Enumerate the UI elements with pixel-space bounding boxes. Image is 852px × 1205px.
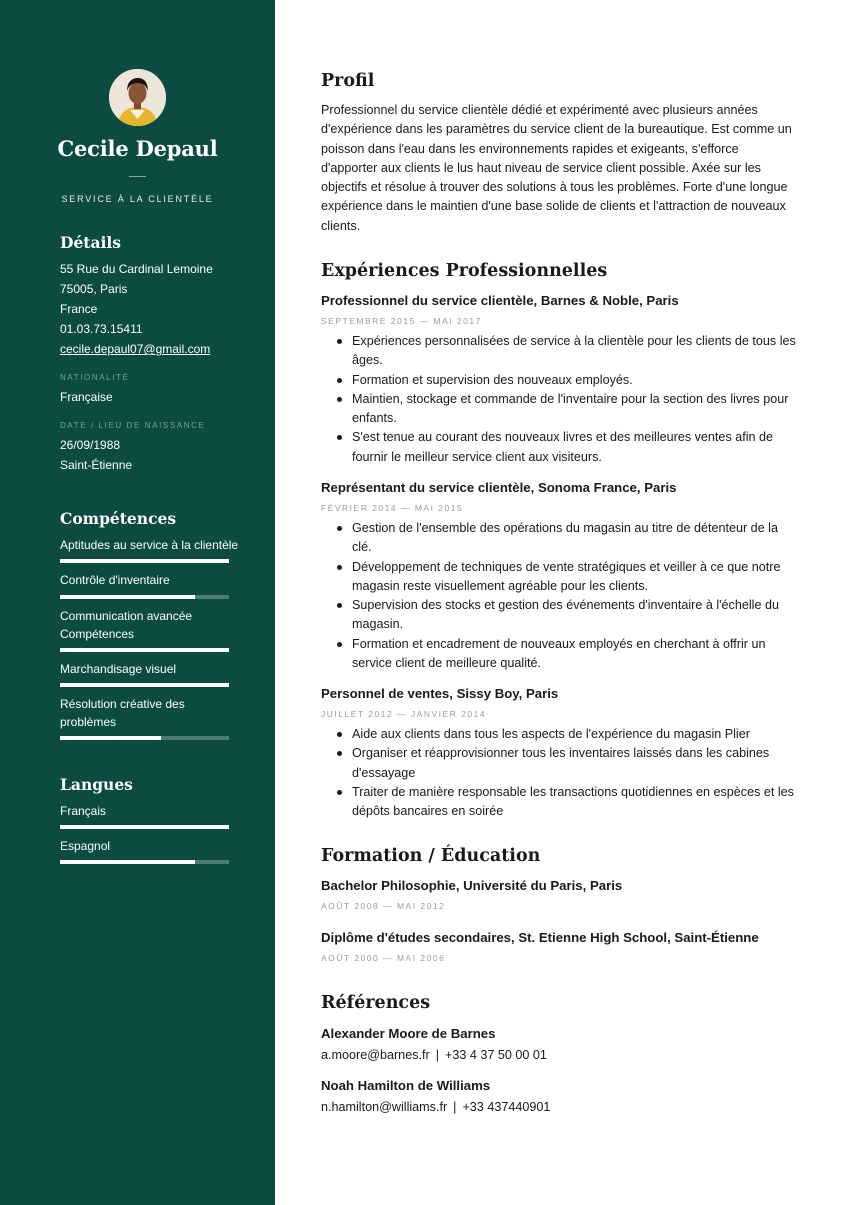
reference-phone: +33 437440901 xyxy=(462,1100,551,1114)
skill-bar xyxy=(60,559,229,563)
job-title: Personnel de ventes, Sissy Boy, Paris xyxy=(321,686,559,701)
skill-label: Résolution créative des problèmes xyxy=(60,697,185,729)
references-heading: Références xyxy=(321,993,431,1013)
skill-bar-fill xyxy=(60,648,229,652)
language-bar-fill xyxy=(60,860,195,864)
reference-contact xyxy=(321,1048,547,1062)
job-dates: SEPTEMBRE 2015 — MAI 2017 xyxy=(321,316,482,326)
address-line1: 55 Rue du Cardinal Lemoine xyxy=(60,262,213,276)
skill-bar xyxy=(60,648,229,652)
job-title: Professionnel du service clientèle, Barnes & Noble, Paris xyxy=(321,293,679,308)
skill-bar xyxy=(60,595,229,599)
profile-heading: Profil xyxy=(321,71,375,91)
education-dates: AOÛT 2000 — MAI 2006 xyxy=(321,953,446,963)
reference-name: Noah Hamilton de Williams xyxy=(321,1078,491,1093)
birth-date: 26/09/1988 xyxy=(60,438,121,452)
email-link[interactable]: cecile.depaul07@gmail.com xyxy=(60,342,211,356)
skill-label: Communication avancée Compétences xyxy=(60,609,193,641)
language-bar xyxy=(60,860,229,864)
country: France xyxy=(60,302,98,316)
reference-email[interactable]: a.moore@barnes.fr xyxy=(321,1048,430,1062)
skill-bar xyxy=(60,736,229,740)
list-item: Aide aux clients dans tous les aspects de l'expérience du magasin Plier xyxy=(337,725,797,744)
language-label: Espagnol xyxy=(60,839,111,853)
job-title: SERVICE À LA CLIENTÈLE xyxy=(61,194,214,204)
list-item: Gestion de l'ensemble des opérations du magasin au titre de détenteur de la clé. xyxy=(337,519,797,558)
job-bullets xyxy=(337,332,797,467)
birth-place: Saint-Étienne xyxy=(60,458,133,472)
skill-bar xyxy=(60,683,229,687)
avatar xyxy=(109,69,166,126)
language-bar xyxy=(60,825,229,829)
job-title: Représentant du service clientèle, Sonoma France, Paris xyxy=(321,480,677,495)
name-divider xyxy=(129,176,146,177)
job-dates: FÉVRIER 2014 — MAI 2015 xyxy=(321,503,464,513)
education-title: Bachelor Philosophie, Université du Paris, Paris xyxy=(321,878,623,893)
languages-heading: Langues xyxy=(60,775,133,794)
skills-heading: Compétences xyxy=(60,509,177,528)
skill-bar-fill xyxy=(60,595,195,599)
skill-bar-fill xyxy=(60,559,229,563)
job-bullets xyxy=(337,725,797,821)
profile-text: Professionnel du service clientèle dédié et expérimenté avec plusieurs années d'expérience dans les paramètres du service client de la bureautique. Est comme un poisson dans l'eau dans les environnements rapides et exigeants, s'efforce d'apporter aux clients le lus haut niveau de service client possible. Axée sur les objectifs et résolue à trouver des solutions à tous les problèmes. Forte d'une longue expérience dans le maintien d'une base solide de clients et l'attraction de nouveaux clients. xyxy=(321,103,792,233)
reference-phone: +33 4 37 50 00 01 xyxy=(444,1048,547,1062)
list-item: Maintien, stockage et commande de l'inventaire pour la section des livres pour enfants. xyxy=(337,390,797,429)
birth-label: DATE / LIEU DE NAISSANCE xyxy=(60,421,206,430)
nationality-label: NATIONALITÉ xyxy=(60,373,130,382)
language-bar-fill xyxy=(60,825,229,829)
address-line2: 75005, Paris xyxy=(60,282,128,296)
language-label: Français xyxy=(60,804,107,818)
experience-heading: Expériences Professionnelles xyxy=(321,261,608,281)
education-dates: AOÛT 2008 — MAI 2012 xyxy=(321,901,446,911)
list-item: Formation et supervision des nouveaux employés. xyxy=(337,371,797,390)
sidebar xyxy=(0,0,275,1205)
separator: | xyxy=(435,1048,439,1062)
list-item: Formation et encadrement de nouveaux employés en cherchant à offrir un service client de meilleure qualité. xyxy=(337,635,797,674)
reference-contact xyxy=(321,1100,550,1114)
skill-label: Contrôle d'inventaire xyxy=(60,573,170,587)
education-heading: Formation / Éducation xyxy=(321,846,541,866)
candidate-name: Cecile Depaul xyxy=(57,136,218,161)
separator: | xyxy=(453,1100,457,1114)
list-item: Traiter de manière responsable les transactions quotidiennes en espèces et les dépôts bancaires en soirée xyxy=(337,783,797,822)
list-item: Développement de techniques de vente stratégiques et veiller à ce que notre magasin reste visuellement agréable pour les clients. xyxy=(337,558,797,597)
skill-label: Aptitudes au service à la clientèle xyxy=(60,538,239,552)
list-item: Organiser et réapprovisionner tous les inventaires laissés dans les cabines d'essayage xyxy=(337,744,797,783)
skill-bar-fill xyxy=(60,736,161,740)
list-item: Expériences personnalisées de service à la clientèle pour les clients de tous les âges. xyxy=(337,332,797,371)
nationality: Française xyxy=(60,390,113,404)
reference-email[interactable]: n.hamilton@williams.fr xyxy=(321,1100,448,1114)
skill-label: Marchandisage visuel xyxy=(60,662,177,676)
job-bullets xyxy=(337,519,797,673)
list-item: S'est tenue au courant des nouveaux livres et des meilleures ventes afin de fournir le meilleur service client aux visiteurs. xyxy=(337,428,797,467)
details-heading: Détails xyxy=(60,233,122,252)
education-title: Diplôme d'études secondaires, St. Etienne High School, Saint-Étienne xyxy=(321,930,759,945)
job-dates: JUILLET 2012 — JANVIER 2014 xyxy=(321,709,487,719)
reference-name: Alexander Moore de Barnes xyxy=(321,1026,496,1041)
skill-bar-fill xyxy=(60,683,229,687)
list-item: Supervision des stocks et gestion des événements d'inventaire à l'échelle du magasin. xyxy=(337,596,797,635)
phone: 01.03.73.15411 xyxy=(60,322,143,336)
portrait-icon xyxy=(109,69,166,126)
